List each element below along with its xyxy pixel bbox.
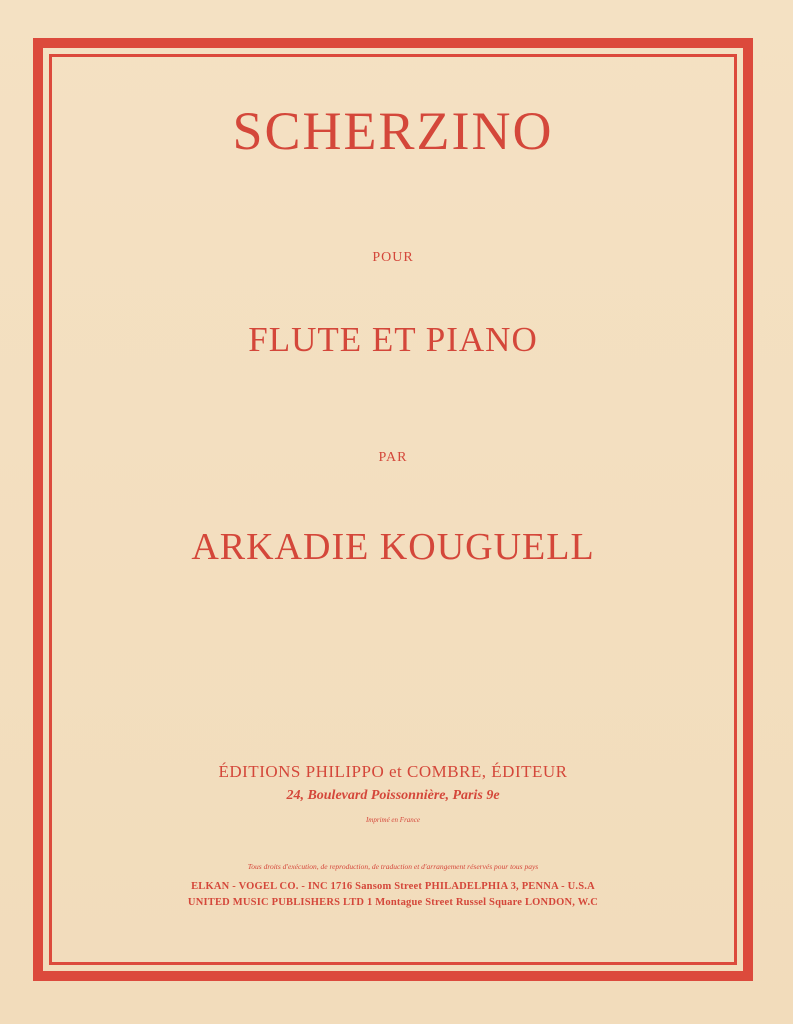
agent-usa: ELKAN - VOGEL CO. - INC 1716 Sansom Street PHILADELPHIA 3, PENNA - U.S.A: [191, 881, 595, 892]
work-title: SCHERZINO: [232, 101, 554, 161]
pour-label: POUR: [372, 250, 414, 265]
publisher-address: 24, Boulevard Poissonnière, Paris 9e: [286, 788, 500, 803]
rights-notice: Tous droits d'exécution, de reproduction, de traduction et d'arrangement réservés pour tous pays: [247, 862, 539, 871]
inner-border-frame: [49, 54, 737, 965]
composer-name: ARKADIE KOUGUELL: [191, 526, 595, 568]
agent-uk: UNITED MUSIC PUBLISHERS LTD 1 Montague Street Russel Square LONDON, W.C: [187, 897, 599, 908]
instrumentation: FLUTE ET PIANO: [248, 320, 538, 359]
imprint-note: Imprimé en France: [365, 816, 421, 824]
publisher-name: ÉDITIONS PHILIPPO et COMBRE, ÉDITEUR: [218, 762, 568, 781]
par-label: PAR: [378, 450, 408, 465]
